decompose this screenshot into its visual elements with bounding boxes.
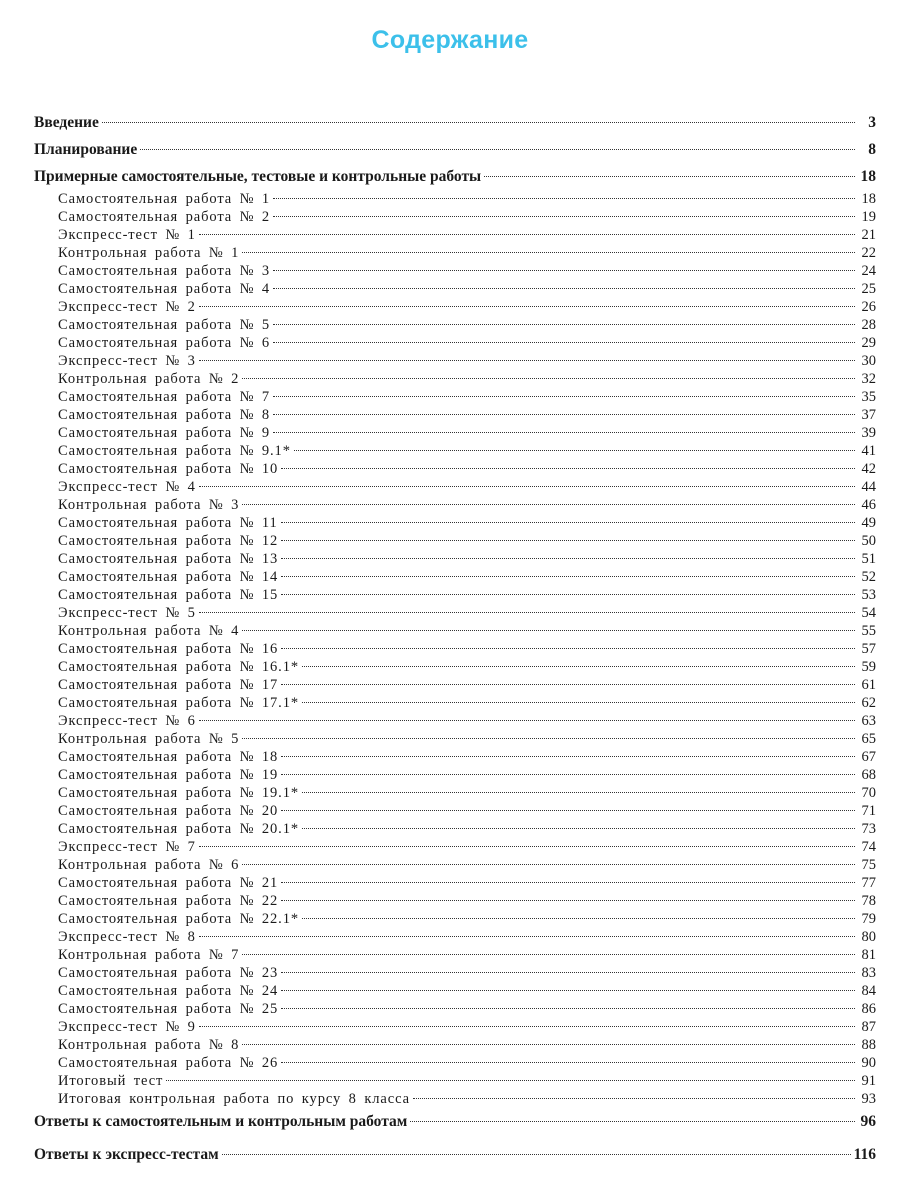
toc-sub-entry[interactable]: [34, 892, 876, 910]
toc-page-number: 70: [861, 785, 876, 801]
dot-leader: [199, 1026, 855, 1027]
toc-entry-label: Самостоятельная работа № 22: [58, 893, 279, 909]
toc-entry-label: Самостоятельная работа № 3: [58, 263, 271, 279]
toc-page-number: 22: [861, 245, 876, 261]
toc-sub-entry[interactable]: [34, 424, 876, 442]
toc-sub-list: [34, 190, 876, 1108]
dot-leader: [199, 720, 855, 721]
toc-page-number: 63: [861, 713, 876, 729]
toc-sub-entry[interactable]: [34, 244, 876, 262]
toc-sub-entry[interactable]: [34, 514, 876, 532]
toc-page-number: 35: [861, 389, 876, 405]
toc-entry-label: Контрольная работа № 2: [58, 371, 240, 387]
page-title: Содержание: [371, 26, 529, 54]
toc-sub-entry[interactable]: [34, 838, 876, 856]
dot-leader: [242, 252, 855, 253]
dot-leader: [222, 1154, 851, 1155]
toc-sub-entry[interactable]: [34, 748, 876, 766]
dot-leader: [281, 576, 855, 577]
toc-page-number: 79: [861, 911, 876, 927]
dot-leader: [281, 648, 855, 649]
toc-entry-label: Самостоятельная работа № 9: [58, 425, 271, 441]
toc-page-number: 51: [861, 551, 876, 567]
toc-sub-entry[interactable]: [34, 640, 876, 658]
toc-page-number: 90: [861, 1055, 876, 1071]
toc-page-number: 84: [861, 983, 876, 999]
toc-entry-label: Примерные самостоятельные, тестовые и контрольные работы: [34, 168, 482, 185]
toc-sub-entry[interactable]: [34, 226, 876, 244]
toc-sub-entry[interactable]: [34, 802, 876, 820]
toc-page-number: 26: [861, 299, 876, 315]
dot-leader: [199, 234, 855, 235]
toc-page-number: 88: [861, 1037, 876, 1053]
dot-leader: [281, 468, 855, 469]
dot-leader: [294, 450, 855, 451]
toc-sub-entry[interactable]: [34, 604, 876, 622]
toc-sub-entry[interactable]: [34, 964, 876, 982]
toc-entry-label: Самостоятельная работа № 5: [58, 317, 271, 333]
toc-entry-label: Самостоятельная работа № 4: [58, 281, 271, 297]
toc-sub-entry[interactable]: [34, 388, 876, 406]
toc-page-number: 71: [861, 803, 876, 819]
toc-sub-entry[interactable]: [34, 676, 876, 694]
toc-sub-entry[interactable]: [34, 694, 876, 712]
dot-leader: [242, 738, 855, 739]
toc-sub-entry[interactable]: [34, 820, 876, 838]
toc-page-number: 87: [861, 1019, 876, 1035]
dot-leader: [281, 1062, 855, 1063]
dot-leader: [242, 378, 855, 379]
toc-entry-label: Самостоятельная работа № 7: [58, 389, 271, 405]
toc-page-number: 18: [860, 168, 876, 185]
toc-page-number: 53: [861, 587, 876, 603]
toc-entry-label: Самостоятельная работа № 22.1*: [58, 911, 300, 927]
toc-entry-label: Самостоятельная работа № 13: [58, 551, 279, 567]
toc-entry-label: Контрольная работа № 4: [58, 623, 240, 639]
toc-entry-label: Самостоятельная работа № 11: [58, 515, 278, 531]
toc-page-number: 65: [861, 731, 876, 747]
toc-page-number: 54: [861, 605, 876, 621]
toc-sub-entry[interactable]: [34, 190, 876, 208]
toc-sub-entry[interactable]: [34, 874, 876, 892]
dot-leader: [242, 630, 855, 631]
toc-page-number: 93: [861, 1091, 876, 1107]
toc-sub-entry[interactable]: [34, 550, 876, 568]
dot-leader: [413, 1098, 855, 1099]
dot-leader: [242, 504, 855, 505]
toc-page-number: 59: [861, 659, 876, 675]
toc-page-number: 91: [861, 1073, 876, 1089]
dot-leader: [281, 594, 855, 595]
toc-sub-entry[interactable]: [34, 280, 876, 298]
toc-entry-label: Экспресс-тест № 5: [58, 605, 196, 621]
toc-entry-introduction[interactable]: [34, 110, 876, 136]
dot-leader: [140, 149, 855, 150]
dot-leader: [242, 954, 855, 955]
toc-entry-label: Итоговая контрольная работа по курсу 8 класса: [58, 1091, 410, 1107]
toc-entry-label: Самостоятельная работа № 19.1*: [58, 785, 300, 801]
dot-leader: [199, 360, 855, 361]
toc-sub-entry[interactable]: [34, 334, 876, 352]
toc-sub-entry[interactable]: [34, 1036, 876, 1054]
toc-page-number: 46: [861, 497, 876, 513]
toc-entry-label: Итоговый тест: [58, 1073, 164, 1089]
toc-entry-label: Самостоятельная работа № 16: [58, 641, 279, 657]
toc-sub-entry[interactable]: [34, 982, 876, 1000]
toc-page-number: 18: [861, 191, 876, 207]
toc-entry-label: Экспресс-тест № 4: [58, 479, 196, 495]
table-of-contents: [34, 110, 876, 1168]
toc-page-number: 67: [861, 749, 876, 765]
toc-entry-label: Контрольная работа № 6: [58, 857, 240, 873]
toc-entry-label: Самостоятельная работа № 19: [58, 767, 279, 783]
dot-leader: [166, 1080, 855, 1081]
toc-page-number: 32: [861, 371, 876, 387]
toc-page-number: 41: [861, 443, 876, 459]
toc-entry-label: Контрольная работа № 5: [58, 731, 240, 747]
dot-leader: [273, 396, 855, 397]
toc-entry-label: Контрольная работа № 8: [58, 1037, 240, 1053]
toc-sub-entry[interactable]: [34, 370, 876, 388]
dot-leader: [199, 846, 855, 847]
toc-entry-label: Самостоятельная работа № 21: [58, 875, 279, 891]
dot-leader: [273, 324, 855, 325]
toc-entry-label: Самостоятельная работа № 24: [58, 983, 279, 999]
toc-sub-entry[interactable]: [34, 784, 876, 802]
toc-entry-label: Самостоятельная работа № 8: [58, 407, 271, 423]
dot-leader: [484, 176, 855, 177]
toc-page-number: 75: [861, 857, 876, 873]
toc-entry-label: Контрольная работа № 3: [58, 497, 240, 513]
toc-page-number: 37: [861, 407, 876, 423]
dot-leader: [302, 792, 855, 793]
toc-entry-label: Контрольная работа № 7: [58, 947, 240, 963]
toc-sub-entry[interactable]: [34, 532, 876, 550]
toc-entry-label: Самостоятельная работа № 17: [58, 677, 279, 693]
toc-page-number: 29: [861, 335, 876, 351]
toc-sub-entry[interactable]: [34, 622, 876, 640]
toc-page-number: 74: [861, 839, 876, 855]
toc-sub-entry[interactable]: [34, 1090, 876, 1108]
toc-entry-label: Самостоятельная работа № 17.1*: [58, 695, 300, 711]
toc-entry-planning[interactable]: [34, 136, 876, 163]
toc-page-number: 52: [861, 569, 876, 585]
toc-page-number: 30: [861, 353, 876, 369]
toc-page-number: 39: [861, 425, 876, 441]
toc-entry-label: Самостоятельная работа № 2: [58, 209, 271, 225]
toc-sub-entry[interactable]: [34, 1000, 876, 1018]
toc-sub-entry[interactable]: [34, 928, 876, 946]
toc-entry-label: Экспресс-тест № 1: [58, 227, 196, 243]
toc-entry-label: Самостоятельная работа № 23: [58, 965, 279, 981]
dot-leader: [273, 198, 855, 199]
toc-entry-label: Самостоятельная работа № 16.1*: [58, 659, 300, 675]
dot-leader: [242, 1044, 855, 1045]
toc-sub-entry[interactable]: [34, 1072, 876, 1090]
toc-page-number: 83: [861, 965, 876, 981]
toc-page-number: 77: [861, 875, 876, 891]
dot-leader: [281, 774, 855, 775]
toc-page-number: 44: [861, 479, 876, 495]
dot-leader: [410, 1121, 855, 1122]
toc-sub-entry[interactable]: [34, 262, 876, 280]
toc-entry-label: Самостоятельная работа № 25: [58, 1001, 279, 1017]
toc-entry-label: Экспресс-тест № 3: [58, 353, 196, 369]
toc-entry-answers-tests[interactable]: [34, 1141, 876, 1168]
toc-page-number: 86: [861, 1001, 876, 1017]
toc-page-number: 116: [853, 1146, 876, 1163]
toc-page-number: 49: [861, 515, 876, 531]
toc-entry-label: Экспресс-тест № 8: [58, 929, 196, 945]
toc-sub-entry[interactable]: [34, 946, 876, 964]
dot-leader: [281, 990, 855, 991]
toc-page-number: 68: [861, 767, 876, 783]
toc-sub-entry[interactable]: [34, 712, 876, 730]
dot-leader: [199, 612, 855, 613]
toc-page-number: 55: [861, 623, 876, 639]
toc-sub-entry[interactable]: [34, 442, 876, 460]
toc-page-number: 61: [861, 677, 876, 693]
toc-sub-entry[interactable]: [34, 910, 876, 928]
toc-sub-entry[interactable]: [34, 298, 876, 316]
toc-entry-label: Самостоятельная работа № 20.1*: [58, 821, 300, 837]
toc-page-number: 19: [861, 209, 876, 225]
toc-sub-entry[interactable]: [34, 316, 876, 334]
dot-leader: [273, 432, 855, 433]
toc-entry-label: Экспресс-тест № 2: [58, 299, 196, 315]
toc-sub-entry[interactable]: [34, 586, 876, 604]
dot-leader: [281, 558, 855, 559]
toc-entry-label: Самостоятельная работа № 12: [58, 533, 279, 549]
dot-leader: [281, 810, 855, 811]
toc-page-number: 80: [861, 929, 876, 945]
toc-entry-label: Самостоятельная работа № 6: [58, 335, 271, 351]
toc-sub-entry[interactable]: [34, 406, 876, 424]
toc-page-number: 8: [868, 141, 876, 158]
toc-sub-entry[interactable]: [34, 496, 876, 514]
toc-entry-sample-works[interactable]: [34, 163, 876, 190]
toc-sub-entry[interactable]: [34, 352, 876, 370]
toc-entry-label: Контрольная работа № 1: [58, 245, 240, 261]
dot-leader: [302, 666, 855, 667]
toc-sub-entry[interactable]: [34, 1018, 876, 1036]
toc-page-number: 81: [861, 947, 876, 963]
dot-leader: [281, 972, 855, 973]
toc-entry-label: Ответы к экспресс-тестам: [34, 1146, 219, 1163]
dot-leader: [302, 828, 855, 829]
toc-entry-label: Планирование: [34, 141, 138, 158]
toc-entry-label: Экспресс-тест № 6: [58, 713, 196, 729]
toc-entry-label: Самостоятельная работа № 20: [58, 803, 279, 819]
toc-page-number: 73: [861, 821, 876, 837]
dot-leader: [281, 756, 855, 757]
toc-page-number: 78: [861, 893, 876, 909]
toc-entry-label: Самостоятельная работа № 15: [58, 587, 279, 603]
toc-page-number: 42: [861, 461, 876, 477]
dot-leader: [281, 900, 855, 901]
toc-sub-entry[interactable]: [34, 208, 876, 226]
toc-page-number: 24: [861, 263, 876, 279]
dot-leader: [273, 342, 855, 343]
toc-sub-entry[interactable]: [34, 856, 876, 874]
dot-leader: [273, 216, 855, 217]
toc-sub-entry[interactable]: [34, 766, 876, 784]
dot-leader: [281, 882, 855, 883]
toc-sub-entry[interactable]: [34, 730, 876, 748]
toc-entry-label: Ответы к самостоятельным и контрольным работам: [34, 1113, 408, 1130]
dot-leader: [242, 864, 855, 865]
dot-leader: [302, 702, 855, 703]
dot-leader: [281, 1008, 855, 1009]
dot-leader: [199, 936, 855, 937]
toc-sub-entry[interactable]: [34, 568, 876, 586]
toc-entry-label: Самостоятельная работа № 14: [58, 569, 279, 585]
dot-leader: [199, 486, 855, 487]
toc-entry-label: Самостоятельная работа № 10: [58, 461, 279, 477]
toc-entry-label: Самостоятельная работа № 18: [58, 749, 279, 765]
dot-leader: [281, 522, 855, 523]
toc-page-number: 28: [861, 317, 876, 333]
dot-leader: [273, 270, 855, 271]
dot-leader: [281, 540, 855, 541]
toc-entry-label: Самостоятельная работа № 26: [58, 1055, 279, 1071]
dot-leader: [273, 288, 855, 289]
toc-sub-entry[interactable]: [34, 460, 876, 478]
toc-page-number: 50: [861, 533, 876, 549]
toc-entry-label: Экспресс-тест № 7: [58, 839, 196, 855]
toc-page-number: 21: [861, 227, 876, 243]
toc-entry-label: Экспресс-тест № 9: [58, 1019, 196, 1035]
toc-entry-label: Введение: [34, 114, 99, 131]
toc-sub-entry[interactable]: [34, 478, 876, 496]
toc-entry-answers-works[interactable]: [34, 1108, 876, 1135]
toc-page-number: 96: [860, 1113, 876, 1130]
dot-leader: [273, 414, 855, 415]
toc-sub-entry[interactable]: [34, 658, 876, 676]
toc-page-number: 3: [868, 114, 876, 131]
toc-sub-entry[interactable]: [34, 1054, 876, 1072]
toc-page-number: 57: [861, 641, 876, 657]
toc-entry-label: Самостоятельная работа № 9.1*: [58, 443, 291, 459]
toc-entry-label: Самостоятельная работа № 1: [58, 191, 271, 207]
dot-leader: [281, 684, 855, 685]
toc-page-number: 25: [861, 281, 876, 297]
dot-leader: [302, 918, 855, 919]
dot-leader: [102, 122, 855, 123]
dot-leader: [199, 306, 855, 307]
toc-page-number: 62: [861, 695, 876, 711]
